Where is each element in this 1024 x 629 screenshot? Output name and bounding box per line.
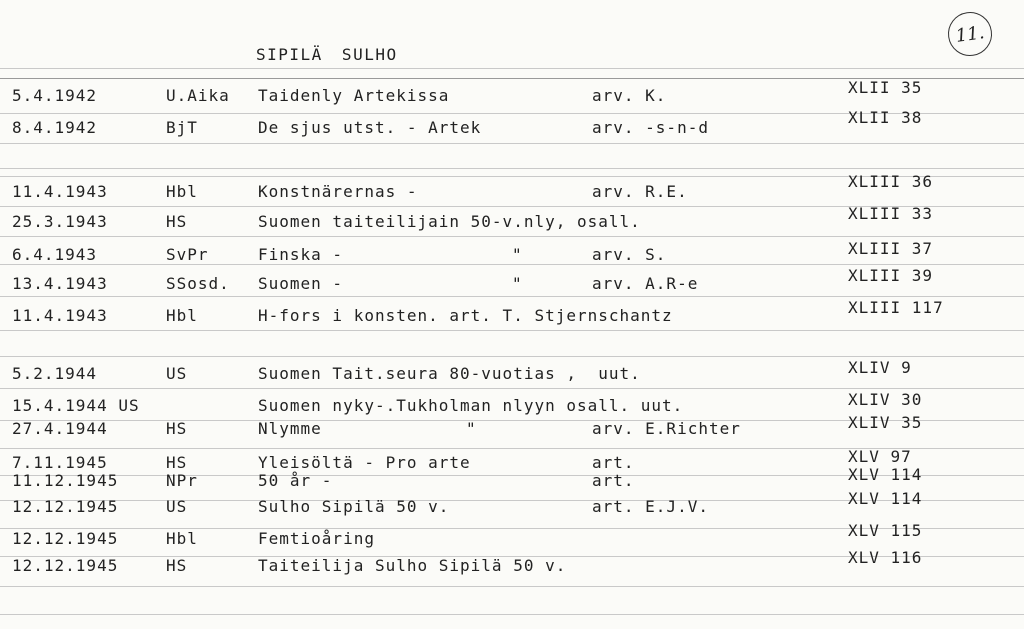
entry-date: 12.12.1945 <box>12 529 119 548</box>
ruled-line <box>0 614 1024 615</box>
entry-source: Hbl <box>166 306 198 325</box>
entry-title: Taidenly Artekissa <box>258 86 450 105</box>
entry-title: Konstnärernas - <box>258 182 418 201</box>
entry-reference: XLIII 117 <box>848 298 944 317</box>
entry-date: 12.12.1945 <box>12 556 119 575</box>
entry-reference: XLIV 30 <box>848 390 923 409</box>
entry-title: 50 år - <box>258 471 333 490</box>
entry-source: US <box>166 364 188 383</box>
entry-reference: XLIII 36 <box>848 172 934 191</box>
entry-reference: XLIII 37 <box>848 239 934 258</box>
ruled-line <box>0 168 1024 169</box>
ditto-mark: " <box>512 245 523 264</box>
entry-reference: XLIV 9 <box>848 358 912 377</box>
entry-type: art. <box>592 471 635 490</box>
entry-title: H-fors i konsten. art. T. Stjernschantz <box>258 306 673 325</box>
ruled-line <box>0 296 1024 297</box>
entry-reference: XLIV 35 <box>848 413 923 432</box>
entry-title: Sulho Sipilä 50 v. <box>258 497 450 516</box>
entry-row <box>0 358 1024 386</box>
ruled-line <box>0 356 1024 357</box>
entry-row <box>0 172 1024 204</box>
entry-title: Finska - <box>258 245 344 264</box>
ruled-line <box>0 68 1024 69</box>
entry-title: Nlymme <box>258 419 322 438</box>
entry-date: 6.4.1943 <box>12 245 98 264</box>
entry-date: 5.4.1942 <box>12 86 98 105</box>
entry-row <box>0 489 1024 519</box>
ruled-line <box>0 586 1024 587</box>
entry-date: 25.3.1943 <box>12 212 108 231</box>
entry-reference: XLII 38 <box>848 108 923 127</box>
entry-title: De sjus utst. - Artek <box>258 118 482 137</box>
entry-row <box>0 239 1024 267</box>
entry-date: 13.4.1943 <box>12 274 108 293</box>
entry-type: art. <box>592 453 635 472</box>
entry-reference: XLIII 33 <box>848 204 934 223</box>
entry-title: Taiteilija Sulho Sipilä 50 v. <box>258 556 567 575</box>
entry-date: 7.11.1945 <box>12 453 108 472</box>
ruled-line <box>0 236 1024 237</box>
entry-title: Suomen nyky-.Tukholman nlyyn osall. uut. <box>258 396 684 415</box>
page-number-stamp <box>945 9 995 59</box>
entry-source: Hbl <box>166 529 198 548</box>
entry-source: Hbl <box>166 182 198 201</box>
entry-type: arv. S. <box>592 245 667 264</box>
entry-row <box>0 298 1024 328</box>
entry-row <box>0 266 1024 296</box>
ditto-mark: " <box>512 274 523 293</box>
entry-reference: XLV 115 <box>848 521 923 540</box>
entry-type: arv. -s-n-d <box>592 118 709 137</box>
entry-source: U.Aika <box>166 86 230 105</box>
entry-title: Suomen taiteilijain 50-v.nly, osall. <box>258 212 641 231</box>
entry-source: HS <box>166 212 188 231</box>
entry-reference: XLV 114 <box>848 465 923 484</box>
entry-type: art. E.J.V. <box>592 497 709 516</box>
entry-source: US <box>166 497 188 516</box>
ruled-line <box>0 388 1024 389</box>
page-number: 11. <box>954 21 986 47</box>
entry-source: SSosd. <box>166 274 230 293</box>
entry-row <box>0 78 1024 108</box>
entry-title: Suomen Tait.seura 80-vuotias , uut. <box>258 364 641 383</box>
entry-reference: XLV 116 <box>848 548 923 567</box>
entry-date: 5.2.1944 <box>12 364 98 383</box>
entry-row <box>0 108 1024 140</box>
entry-reference: XLII 35 <box>848 78 923 97</box>
entry-date: 11.4.1943 <box>12 182 108 201</box>
ruled-line <box>0 330 1024 331</box>
entry-title: Yleisöltä - Pro arte <box>258 453 471 472</box>
entry-source: BjT <box>166 118 198 137</box>
ditto-mark: " <box>466 419 477 438</box>
entry-row <box>0 413 1024 441</box>
entry-reference: XLV 114 <box>848 489 923 508</box>
entry-date: 12.12.1945 <box>12 497 119 516</box>
entry-source: HS <box>166 419 188 438</box>
card-title: SIPILÄ SULHO <box>256 45 398 64</box>
entry-date: 11.4.1943 <box>12 306 108 325</box>
entry-reference: XLIII 39 <box>848 266 934 285</box>
entry-date: 8.4.1942 <box>12 118 98 137</box>
entry-date: 27.4.1944 <box>12 419 108 438</box>
entry-title: Suomen - <box>258 274 344 293</box>
entry-row <box>0 548 1024 578</box>
entry-source: SvPr <box>166 245 209 264</box>
ruled-line <box>0 143 1024 144</box>
entry-source: HS <box>166 556 188 575</box>
entry-row <box>0 204 1024 234</box>
entry-type: arv. K. <box>592 86 667 105</box>
entry-source: NPr <box>166 471 198 490</box>
entry-date: 11.12.1945 <box>12 471 119 490</box>
entry-date: 15.4.1944 US <box>12 396 140 415</box>
entry-reference: XLV 97 <box>848 447 912 466</box>
entry-title: Femtioåring <box>258 529 375 548</box>
entry-type: arv. E.Richter <box>592 419 741 438</box>
entry-type: arv. A.R-e <box>592 274 699 293</box>
entry-source: HS <box>166 453 188 472</box>
entry-type: arv. R.E. <box>592 182 688 201</box>
